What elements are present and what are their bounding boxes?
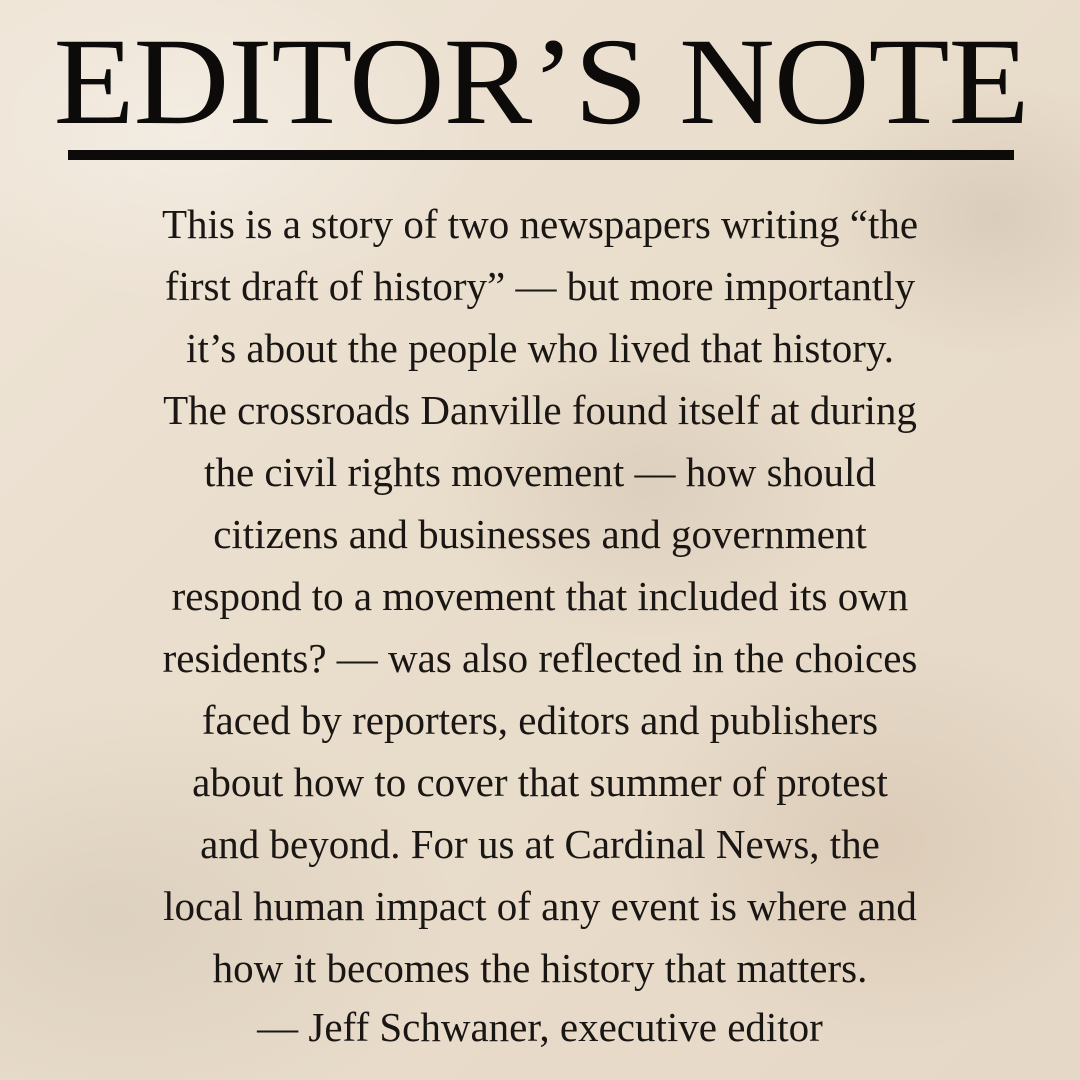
note-body [60, 193, 1020, 999]
title-underline [68, 150, 1014, 160]
masthead [53, 12, 1029, 162]
note-line: about how to cover that summer of protest [192, 759, 888, 805]
note-line: This is a story of two newspapers writing “the [161, 201, 919, 247]
note-line: local human impact of any event is where and [163, 883, 917, 929]
note-line: it’s about the people who lived that history. [186, 325, 894, 371]
author-signature: — Jeff Schwaner, executive editor [257, 1004, 823, 1050]
note-line: how it becomes the history that matters. [212, 945, 868, 991]
note-line: The crossroads Danville found itself at during [163, 387, 917, 433]
note-line: the civil rights movement — how should [204, 449, 876, 495]
note-line: and beyond. For us at Cardinal News, the [200, 821, 880, 867]
note-line: faced by reporters, editors and publishers [201, 697, 879, 743]
note-line: respond to a movement that included its own [171, 573, 909, 619]
note-line: residents? — was also reflected in the choices [162, 635, 918, 681]
note-line: citizens and businesses and government [213, 511, 867, 557]
note-line: first draft of history” — but more importantly [164, 263, 916, 309]
page-title: EDITOR’S NOTE [53, 13, 1029, 150]
